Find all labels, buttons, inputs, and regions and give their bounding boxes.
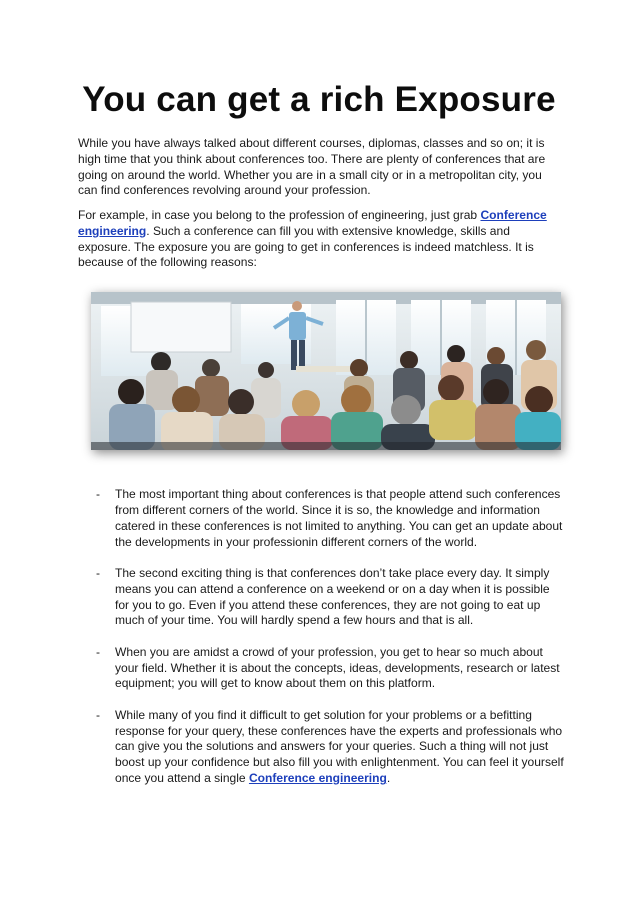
list-item-text: The most important thing about conferences is that people attend such conferences from different corners of the world. Since it is so, the knowledge and information catered in these conferences is not limited to anything. You can get an update about the developments in your professionin different corners of the world. <box>115 487 563 549</box>
list-item <box>96 708 566 787</box>
bullet-dash: - <box>96 644 101 659</box>
list-item <box>96 645 566 693</box>
list-item-text: When you are amidst a crowd of your profession, you get to hear so much about your field. Whether it is about the concepts, ideas, developments, research or latest equipment; you will get to know about them on this platform. <box>115 644 560 691</box>
list-item-text: The second exciting thing is that conferences don’t take place every day. It simply means you can attend a conference on a weekend or on a day when it is possible for you to go. Even if you attend these conferences, they are not going to eat up much of your time. You will hardly spend a few hours and that is all. <box>115 565 550 628</box>
bullet-dash: - <box>96 707 101 722</box>
bullet-dash: - <box>96 487 101 501</box>
conference-photo <box>91 292 561 450</box>
list-item <box>96 566 566 629</box>
intro-paragraph: While you have always talked about different courses, diplomas, classes and so on; it is high time that you think about conferences too. There are plenty of conferences that are going on around the world. Whether you are in a small city or in a metropolitan city, you can find conferences revolving around your profession. <box>78 136 546 198</box>
example-paragraph <box>78 208 563 271</box>
list-item-text-after-link: . <box>386 771 391 786</box>
example-text-after: . Such a conference can fill you with extensive knowledge, skills and exposure. The exposure you are going to get in conferences is indeed matchless. It is because of the following reasons: <box>78 223 534 270</box>
page-title: You can get a rich Exposure <box>82 80 556 119</box>
conference-engineering-link-2[interactable]: Conference engineering <box>248 771 387 786</box>
list-item-text-before-link: While many of you find it difficult to get solution for your problems or a befitting response for your query, these conferences have the experts and professionals who can give you the solutions and answers for your queries. Such a thing will not just boost up your confidence but also fill you with enlightenment. You can feel it yourself once you attend a single <box>115 707 564 786</box>
reasons-list <box>96 487 566 803</box>
bullet-dash: - <box>96 565 101 580</box>
example-text-before: For example, in case you belong to the profession of engineering, just grab <box>78 208 481 222</box>
list-item <box>96 487 566 550</box>
conference-engineering-link[interactable]: Conference engineering <box>78 208 547 238</box>
